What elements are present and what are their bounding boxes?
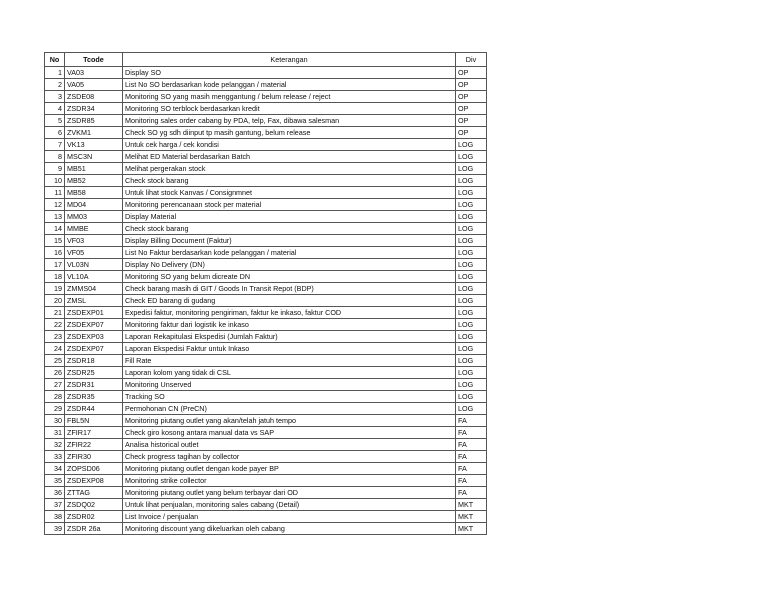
row-div: OP	[456, 91, 487, 103]
header-div: Div	[456, 53, 487, 67]
table-row	[45, 499, 487, 511]
table-row	[45, 271, 487, 283]
row-div: LOG	[456, 355, 487, 367]
row-div: FA	[456, 439, 487, 451]
row-div: FA	[456, 427, 487, 439]
row-div: LOG	[456, 151, 487, 163]
table-row	[45, 115, 487, 127]
table-row	[45, 475, 487, 487]
row-tcode: ZSDQ02	[65, 499, 123, 511]
row-tcode: ZFIR17	[65, 427, 123, 439]
row-keterangan: Monitoring SO yang belum dicreate DN	[123, 271, 456, 283]
row-div: LOG	[456, 199, 487, 211]
row-keterangan: Melihat pergerakan stock	[123, 163, 456, 175]
row-tcode: ZSDEXP01	[65, 307, 123, 319]
row-div: FA	[456, 475, 487, 487]
row-keterangan: Check giro kosong antara manual data vs SAP	[123, 427, 456, 439]
row-no: 14	[45, 223, 65, 235]
row-keterangan: Fill Rate	[123, 355, 456, 367]
row-div: LOG	[456, 343, 487, 355]
row-div: OP	[456, 67, 487, 79]
table-row	[45, 175, 487, 187]
row-keterangan: Laporan Ekspedisi Faktur untuk Inkaso	[123, 343, 456, 355]
row-div: FA	[456, 487, 487, 499]
row-no: 17	[45, 259, 65, 271]
row-tcode: ZSDE08	[65, 91, 123, 103]
row-no: 13	[45, 211, 65, 223]
table-row	[45, 523, 487, 535]
row-keterangan: Display Billing Document (Faktur)	[123, 235, 456, 247]
table-row	[45, 67, 487, 79]
row-no: 9	[45, 163, 65, 175]
row-div: LOG	[456, 403, 487, 415]
row-div: LOG	[456, 391, 487, 403]
row-keterangan: Untuk lihat penjualan, monitoring sales cabang (Detail)	[123, 499, 456, 511]
row-tcode: ZMMS04	[65, 283, 123, 295]
row-div: FA	[456, 415, 487, 427]
row-no: 11	[45, 187, 65, 199]
row-keterangan: Expedisi faktur, monitoring pengiriman, faktur ke inkaso, faktur COD	[123, 307, 456, 319]
row-tcode: ZSDR18	[65, 355, 123, 367]
table-row	[45, 235, 487, 247]
row-no: 7	[45, 139, 65, 151]
row-no: 39	[45, 523, 65, 535]
row-keterangan: Tracking SO	[123, 391, 456, 403]
row-no: 4	[45, 103, 65, 115]
row-tcode: MD04	[65, 199, 123, 211]
row-tcode: MSC3N	[65, 151, 123, 163]
table-row	[45, 487, 487, 499]
row-div: LOG	[456, 139, 487, 151]
row-tcode: ZSDR31	[65, 379, 123, 391]
row-keterangan: Laporan Rekapitulasi Ekspedisi (Jumlah Faktur)	[123, 331, 456, 343]
table-row	[45, 187, 487, 199]
row-no: 16	[45, 247, 65, 259]
row-keterangan: Monitoring SO terblock berdasarkan kredit	[123, 103, 456, 115]
row-no: 8	[45, 151, 65, 163]
row-keterangan: Analisa historical outlet	[123, 439, 456, 451]
row-no: 6	[45, 127, 65, 139]
table-row	[45, 367, 487, 379]
row-tcode: ZSDEXP07	[65, 343, 123, 355]
row-keterangan: Monitoring faktur dari logistik ke inkaso	[123, 319, 456, 331]
row-tcode: ZSDR85	[65, 115, 123, 127]
row-div: LOG	[456, 235, 487, 247]
table-row	[45, 79, 487, 91]
row-div: LOG	[456, 175, 487, 187]
header-no: No	[45, 53, 65, 67]
row-tcode: ZFIR30	[65, 451, 123, 463]
table-row	[45, 451, 487, 463]
row-keterangan: Display No Delivery (DN)	[123, 259, 456, 271]
row-tcode: MMBE	[65, 223, 123, 235]
table-row	[45, 331, 487, 343]
row-div: OP	[456, 79, 487, 91]
table-row	[45, 139, 487, 151]
table-row	[45, 415, 487, 427]
row-no: 24	[45, 343, 65, 355]
row-div: LOG	[456, 295, 487, 307]
row-tcode: VL10A	[65, 271, 123, 283]
row-keterangan: Display Material	[123, 211, 456, 223]
table-row	[45, 127, 487, 139]
row-no: 32	[45, 439, 65, 451]
row-div: LOG	[456, 211, 487, 223]
row-div: LOG	[456, 259, 487, 271]
row-no: 23	[45, 331, 65, 343]
table-row	[45, 403, 487, 415]
row-keterangan: Monitoring discount yang dikeluarkan oleh cabang	[123, 523, 456, 535]
header-tcode: Tcode	[65, 53, 123, 67]
row-tcode: ZSDEXP08	[65, 475, 123, 487]
row-div: LOG	[456, 223, 487, 235]
table-row	[45, 307, 487, 319]
row-tcode: VF05	[65, 247, 123, 259]
row-no: 31	[45, 427, 65, 439]
table-row	[45, 247, 487, 259]
row-tcode: ZSDEXP03	[65, 331, 123, 343]
row-no: 33	[45, 451, 65, 463]
row-keterangan: Melihat ED Material berdasarkan Batch	[123, 151, 456, 163]
row-div: LOG	[456, 367, 487, 379]
row-tcode: ZTTAG	[65, 487, 123, 499]
row-keterangan: Monitoring perencanaan stock per material	[123, 199, 456, 211]
row-div: MKT	[456, 499, 487, 511]
row-div: OP	[456, 127, 487, 139]
row-keterangan: List No SO berdasarkan kode pelanggan / material	[123, 79, 456, 91]
table-row	[45, 439, 487, 451]
row-no: 5	[45, 115, 65, 127]
row-no: 22	[45, 319, 65, 331]
row-keterangan: Display SO	[123, 67, 456, 79]
row-tcode: ZVKM1	[65, 127, 123, 139]
row-tcode: ZSDR44	[65, 403, 123, 415]
row-no: 29	[45, 403, 65, 415]
row-keterangan: Check progress tagihan by collector	[123, 451, 456, 463]
row-div: OP	[456, 103, 487, 115]
row-tcode: MB51	[65, 163, 123, 175]
row-tcode: ZSDR25	[65, 367, 123, 379]
row-no: 27	[45, 379, 65, 391]
table-row	[45, 427, 487, 439]
row-div: LOG	[456, 283, 487, 295]
row-no: 20	[45, 295, 65, 307]
row-tcode: FBL5N	[65, 415, 123, 427]
table-row	[45, 103, 487, 115]
row-tcode: ZFIR22	[65, 439, 123, 451]
row-tcode: VL03N	[65, 259, 123, 271]
header-row	[45, 53, 487, 67]
row-tcode: ZMSL	[65, 295, 123, 307]
row-keterangan: Untuk lihat stock Kanvas / Consignmnet	[123, 187, 456, 199]
row-no: 38	[45, 511, 65, 523]
row-no: 26	[45, 367, 65, 379]
row-div: MKT	[456, 523, 487, 535]
row-no: 34	[45, 463, 65, 475]
table-row	[45, 343, 487, 355]
table-row	[45, 199, 487, 211]
table-row	[45, 463, 487, 475]
row-no: 25	[45, 355, 65, 367]
row-div: FA	[456, 463, 487, 475]
row-tcode: VA05	[65, 79, 123, 91]
row-tcode: ZSDR02	[65, 511, 123, 523]
row-tcode: VF03	[65, 235, 123, 247]
row-div: LOG	[456, 331, 487, 343]
row-tcode: ZOPSD06	[65, 463, 123, 475]
row-no: 36	[45, 487, 65, 499]
table-row	[45, 223, 487, 235]
row-keterangan: Check stock barang	[123, 223, 456, 235]
row-tcode: ZSDR34	[65, 103, 123, 115]
tcode-table	[44, 52, 487, 535]
row-no: 2	[45, 79, 65, 91]
row-keterangan: Check stock barang	[123, 175, 456, 187]
row-no: 18	[45, 271, 65, 283]
row-no: 35	[45, 475, 65, 487]
row-div: LOG	[456, 163, 487, 175]
header-keterangan: Keterangan	[123, 53, 456, 67]
row-keterangan: Monitoring SO yang masih menggantung / belum release / reject	[123, 91, 456, 103]
row-tcode: VK13	[65, 139, 123, 151]
row-no: 1	[45, 67, 65, 79]
row-tcode: MB58	[65, 187, 123, 199]
table-row	[45, 379, 487, 391]
row-div: LOG	[456, 319, 487, 331]
row-no: 28	[45, 391, 65, 403]
row-keterangan: Check ED barang di gudang	[123, 295, 456, 307]
row-keterangan: Monitoring piutang outlet dengan kode payer BP	[123, 463, 456, 475]
table-row	[45, 259, 487, 271]
table-row	[45, 295, 487, 307]
row-div: LOG	[456, 307, 487, 319]
row-div: FA	[456, 451, 487, 463]
table-row	[45, 391, 487, 403]
row-keterangan: List Invoice / penjualan	[123, 511, 456, 523]
row-div: LOG	[456, 187, 487, 199]
row-keterangan: Monitoring sales order cabang by PDA, telp, Fax, dibawa salesman	[123, 115, 456, 127]
table-row	[45, 211, 487, 223]
row-tcode: ZSDR 26a	[65, 523, 123, 535]
row-tcode: VA03	[65, 67, 123, 79]
table-row	[45, 91, 487, 103]
row-tcode: MB52	[65, 175, 123, 187]
table-body	[45, 67, 487, 535]
row-no: 10	[45, 175, 65, 187]
row-div: MKT	[456, 511, 487, 523]
row-keterangan: Monitoring piutang outlet yang akan/telah jatuh tempo	[123, 415, 456, 427]
row-keterangan: Monitoring Unserved	[123, 379, 456, 391]
row-no: 30	[45, 415, 65, 427]
table-row	[45, 283, 487, 295]
table-row	[45, 151, 487, 163]
table-row	[45, 163, 487, 175]
row-no: 3	[45, 91, 65, 103]
row-keterangan: Monitoring strike collector	[123, 475, 456, 487]
row-div: LOG	[456, 247, 487, 259]
row-tcode: ZSDEXP07	[65, 319, 123, 331]
row-no: 21	[45, 307, 65, 319]
row-div: LOG	[456, 379, 487, 391]
row-no: 12	[45, 199, 65, 211]
row-keterangan: Check barang masih di GIT / Goods In Transit Repot (BDP)	[123, 283, 456, 295]
table-row	[45, 355, 487, 367]
row-keterangan: Check SO yg sdh diinput tp masih gantung, belum release	[123, 127, 456, 139]
table-row	[45, 511, 487, 523]
row-no: 19	[45, 283, 65, 295]
table-row	[45, 319, 487, 331]
row-keterangan: Laporan kolom yang tidak di CSL	[123, 367, 456, 379]
row-keterangan: List No Faktur berdasarkan kode pelanggan / material	[123, 247, 456, 259]
row-div: OP	[456, 115, 487, 127]
row-no: 37	[45, 499, 65, 511]
row-tcode: ZSDR35	[65, 391, 123, 403]
row-keterangan: Monitoring piutang outlet yang belum terbayar dari OD	[123, 487, 456, 499]
row-keterangan: Untuk cek harga / cek kondisi	[123, 139, 456, 151]
row-tcode: MM03	[65, 211, 123, 223]
row-keterangan: Permohonan CN (PreCN)	[123, 403, 456, 415]
row-div: LOG	[456, 271, 487, 283]
row-no: 15	[45, 235, 65, 247]
